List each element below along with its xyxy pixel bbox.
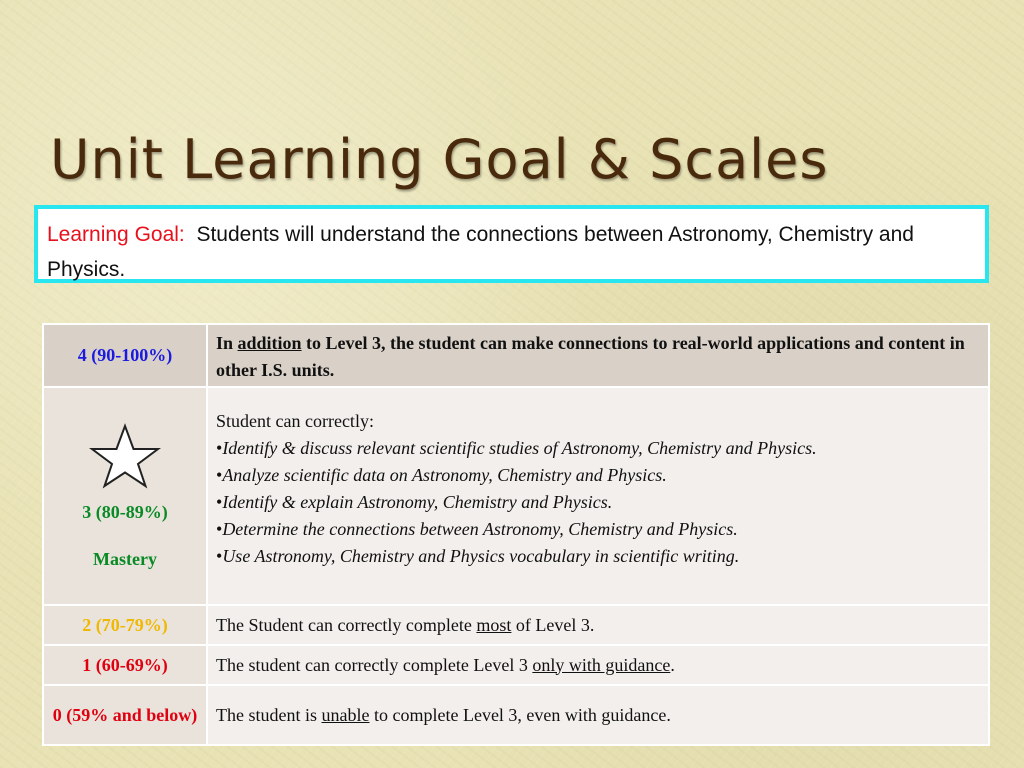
level-1-text-emph: only with guidance	[532, 654, 671, 675]
level-1-description	[207, 645, 989, 685]
level-0-label: 0 (59% and below)	[43, 685, 207, 745]
bullet-text: Use Astronomy, Chemistry and Physics vocabulary in scientific writing.	[222, 546, 740, 566]
level-2-text-pre: The Student can correctly complete	[216, 614, 477, 635]
list-item: •Identify & explain Astronomy, Chemistry and Physics.	[216, 492, 613, 512]
learning-goal-box	[34, 205, 989, 283]
bullet-text: Identify & discuss relevant scientific studies of Astronomy, Chemistry and Physics.	[222, 438, 817, 458]
list-item: •Use Astronomy, Chemistry and Physics vocabulary in scientific writing.	[216, 546, 740, 566]
level-4-text-pre: In	[216, 333, 238, 353]
bullet-text: Identify & explain Astronomy, Chemistry and Physics.	[222, 492, 613, 512]
level-0-text-post: to complete Level 3, even with guidance.	[369, 704, 671, 725]
level-2-text-emph: most	[476, 614, 512, 635]
list-item: •Analyze scientific data on Astronomy, Chemistry and Physics.	[216, 465, 667, 485]
mastery-label: Mastery	[93, 548, 157, 569]
learning-goal-label: Learning Goal:	[47, 223, 185, 246]
level-3-description	[207, 387, 989, 605]
star-outline-icon	[88, 423, 162, 489]
level-4-text-post: to Level 3, the student can make connections to real-world applications and content in other I.S. units.	[216, 333, 965, 380]
list-item: •Determine the connections between Astronomy, Chemistry and Physics.	[216, 519, 738, 539]
bullet-text: Determine the connections between Astronomy, Chemistry and Physics.	[222, 519, 738, 539]
table-row	[43, 685, 989, 745]
level-3-intro: Student can correctly:	[216, 411, 374, 431]
level-1-label: 1 (60-69%)	[43, 645, 207, 685]
level-4-label: 4 (90-100%)	[43, 324, 207, 387]
level-0-text-emph: unable	[321, 704, 370, 725]
list-item: •Identify & discuss relevant scientific studies of Astronomy, Chemistry and Physics.	[216, 438, 817, 458]
level-3-label: 3 (80-89%)	[82, 501, 168, 522]
level-0-text-pre: The student is	[216, 704, 322, 725]
learning-goal-text	[47, 217, 977, 287]
table-row	[43, 605, 989, 645]
level-3-cell	[43, 387, 207, 605]
slide-title: Unit Learning Goal & Scales	[50, 128, 829, 191]
level-1-text-pre: The student can correctly complete Level 3	[216, 654, 533, 675]
level-2-label: 2 (70-79%)	[43, 605, 207, 645]
bullet-text: Analyze scientific data on Astronomy, Chemistry and Physics.	[222, 465, 667, 485]
table-row	[43, 387, 989, 605]
level-4-text-emph: addition	[237, 333, 302, 353]
level-2-text-post: of Level 3.	[511, 614, 595, 635]
level-0-description	[207, 685, 989, 745]
level-1-text-post: .	[670, 654, 675, 675]
table-row	[43, 645, 989, 685]
level-4-description	[207, 324, 989, 387]
scale-table	[42, 323, 990, 746]
learning-goal-statement: Students will understand the connections between Astronomy, Chemistry and Physics.	[47, 223, 914, 281]
level-2-description	[207, 605, 989, 645]
table-row	[43, 324, 989, 387]
